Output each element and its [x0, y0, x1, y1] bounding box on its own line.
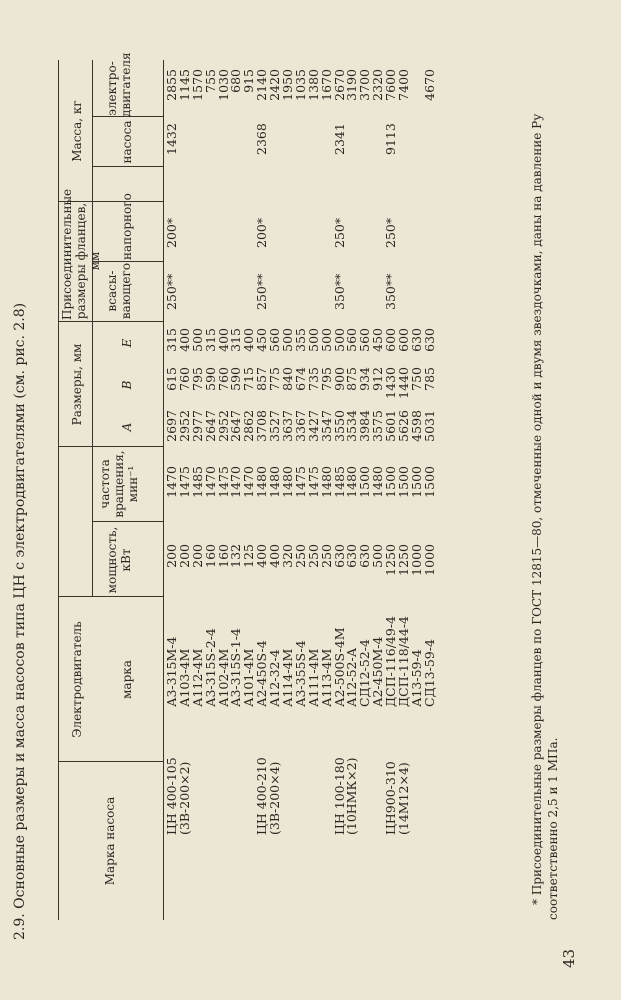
motor-mass: 2140 [254, 69, 270, 101]
motor-power: 500 [370, 544, 386, 568]
motor-mass: 1950 [280, 69, 296, 101]
footnote-line-1: * Присоединительные размеры фланцев по ГОСТ 12815—80, отмеченные одной и двумя звездочками, даны на давление Pу [530, 113, 544, 905]
motor-mass-column [166, 69, 437, 107]
motor-speed: 1475 [305, 466, 321, 498]
table-title: 2.9. Основные размеры и масса насосов типа ЦН с электродвигателями (см. рис. 2.8) [12, 302, 28, 940]
dim-b-value: 840 [280, 367, 296, 391]
suction-flange: 250** [254, 273, 270, 310]
motor-power: 200 [176, 544, 192, 568]
dim-b-value: 934 [357, 367, 373, 391]
suction-flange: 350** [331, 273, 347, 310]
suction-flange: 350** [383, 273, 399, 310]
motor-mass: 4670 [421, 69, 437, 101]
pump-brand: ЦН900-310 [383, 761, 399, 835]
dim-b-value: 785 [421, 367, 437, 391]
motor-brand: А103-4М [176, 648, 192, 707]
dim-e-value: 355 [292, 328, 308, 352]
footnote-line-2: соответственно 2,5 и 1 МПа. [546, 737, 560, 920]
dim-b-value: 795 [318, 367, 334, 391]
dim-e-value: 450 [254, 328, 270, 352]
dim-b-value: 900 [331, 367, 347, 391]
motor-brand: А3-315S-2-4 [202, 628, 218, 707]
dim-a-value: 3637 [280, 410, 296, 442]
header-pump-brand: Марка насоса [103, 796, 117, 886]
motor-power: 320 [280, 544, 296, 568]
motor-brand: А12-32-4 [267, 649, 283, 707]
motor-speed: 1480 [344, 466, 360, 498]
motor-speed: 1475 [215, 466, 231, 498]
dim-e-value: 315 [164, 328, 179, 352]
motor-mass: 1035 [292, 69, 308, 101]
motor-speed: 1470 [202, 466, 218, 498]
motor-mass: 2670 [331, 69, 347, 101]
motor-mass: 1380 [305, 69, 321, 101]
motor-power: 400 [267, 544, 283, 568]
motor-speed: 1500 [396, 466, 412, 498]
motor-brand: А2-450М-4 [370, 636, 386, 707]
motor-brand: А102-4М [215, 648, 231, 707]
motor-mass: 915 [241, 69, 257, 93]
pump-brand-column [166, 757, 411, 835]
motor-power: 630 [357, 544, 373, 568]
dim-e-value: 315 [228, 328, 244, 352]
dim-b-value: 715 [241, 367, 257, 391]
dim-e-value: 500 [280, 328, 296, 352]
motor-power: 160 [215, 544, 231, 568]
dim-a-value: 2647 [228, 410, 244, 442]
motor-brand: СД13-59-4 [421, 639, 437, 707]
dim-e-value: 560 [357, 328, 373, 352]
motor-mass: 1030 [215, 69, 231, 101]
dim-b-value: 674 [292, 367, 308, 391]
discharge-flange: 200* [254, 217, 270, 248]
dim-b-value: 875 [344, 367, 360, 391]
dim-e-value: 450 [370, 328, 386, 352]
motor-speed: 1470 [164, 466, 179, 498]
speed-column [166, 466, 437, 502]
dim-a-value: 2862 [241, 410, 257, 442]
dim-e-value: 560 [344, 328, 360, 352]
motor-power: 630 [331, 544, 347, 568]
dim-e-value: 500 [331, 328, 347, 352]
motor-power: 250 [305, 544, 321, 568]
motor-speed: 1480 [280, 466, 296, 498]
header-mass-motor: электро-двигателя [105, 52, 133, 117]
motor-power: 1250 [396, 544, 412, 576]
suction-flange-column [166, 274, 398, 310]
motor-speed: 1500 [383, 466, 399, 498]
dim-b-value: 590 [228, 367, 244, 391]
dim-a-value: 3984 [357, 410, 373, 442]
pump-model: (3В-200×4) [267, 761, 283, 835]
pump-brand: ЦН 100-180 [331, 757, 347, 835]
motor-mass: 680 [228, 69, 244, 93]
motor-speed: 1480 [267, 466, 283, 498]
dim-a-value: 3708 [254, 410, 270, 442]
header-speed: частота вращения, мин⁻¹ [98, 450, 140, 518]
motor-power: 400 [254, 544, 270, 568]
motor-power: 160 [202, 544, 218, 568]
dim-a-value: 3534 [344, 410, 360, 442]
pump-model: (14М12×4) [396, 762, 412, 835]
header-motor: Электродвигатель [70, 621, 84, 738]
dim-e-value: 500 [305, 328, 321, 352]
motor-brand: А3-315М-4 [164, 636, 179, 707]
motor-power: 1000 [408, 544, 424, 576]
motor-mass: 3190 [344, 69, 360, 101]
motor-brand: А12-52-А [344, 647, 360, 707]
power-column [166, 544, 437, 580]
motor-speed: 1485 [189, 466, 205, 498]
dim-a-column [166, 410, 437, 446]
dim-b-value: 775 [267, 367, 283, 391]
dim-a-value: 2977 [189, 410, 205, 442]
dim-b-value: 1430 [383, 367, 399, 399]
motor-speed: 1470 [241, 466, 257, 498]
dim-b-value: 912 [370, 367, 386, 391]
motor-speed: 1470 [228, 466, 244, 498]
suction-flange: 250** [164, 273, 179, 310]
motor-mass: 2420 [267, 69, 283, 101]
page-number: 43 [560, 948, 578, 968]
motor-brand: А2-500S-4М [331, 627, 347, 707]
header-dim-a: A [120, 422, 134, 432]
header-mass: Масса, кг [70, 100, 84, 162]
motor-mass: 7400 [396, 69, 412, 101]
dim-e-value: 630 [408, 328, 424, 352]
dim-a-value: 3427 [305, 410, 321, 442]
motor-mass: 1670 [318, 69, 334, 101]
motor-power: 200 [164, 544, 179, 568]
pump-mass: 9113 [383, 123, 399, 155]
dim-a-value: 2647 [202, 410, 218, 442]
motor-power: 250 [292, 544, 308, 568]
header-motor-brand: марка [120, 660, 134, 699]
motor-mass: 1145 [176, 69, 192, 101]
pump-mass: 2368 [254, 123, 270, 155]
motor-brand-column [166, 616, 437, 707]
dim-e-column [166, 328, 437, 358]
motor-brand: А2-450S-4 [254, 640, 270, 707]
motor-speed: 1480 [254, 466, 270, 498]
motor-power: 200 [189, 544, 205, 568]
dim-a-value: 2697 [164, 410, 179, 442]
motor-mass: 2855 [164, 69, 179, 101]
motor-brand: А112-4М [189, 648, 205, 707]
motor-speed: 1480 [318, 466, 334, 498]
dim-b-column [166, 367, 437, 403]
motor-mass: 755 [202, 69, 218, 93]
dim-b-value: 760 [215, 367, 231, 391]
dim-e-value: 500 [189, 328, 205, 352]
discharge-flange-column [166, 218, 398, 248]
motor-brand: А3-315S-1-4 [228, 628, 244, 707]
dim-a-value: 3367 [292, 410, 308, 442]
dim-e-value: 500 [318, 328, 334, 352]
motor-brand: А13-59-4 [408, 649, 424, 707]
dim-a-value: 2952 [215, 410, 231, 442]
motor-speed: 1475 [176, 466, 192, 498]
dim-b-value: 760 [176, 367, 192, 391]
discharge-flange: 250* [331, 217, 347, 248]
motor-speed: 1500 [357, 466, 373, 498]
pump-model: (3В-200×2) [176, 761, 192, 835]
motor-brand: А113-4М [318, 648, 334, 707]
motor-power: 1250 [383, 544, 399, 576]
pump-mass: 1432 [164, 123, 179, 155]
motor-brand: А3-355S-4 [292, 640, 308, 707]
motor-power: 125 [241, 544, 257, 568]
motor-mass: 1570 [189, 69, 205, 101]
dim-e-value: 630 [421, 328, 437, 352]
motor-speed: 1500 [421, 466, 437, 498]
dim-b-value: 795 [189, 367, 205, 391]
pump-mass-column [166, 123, 398, 155]
dim-a-value: 4598 [408, 410, 424, 442]
dim-b-value: 590 [202, 367, 218, 391]
dim-a-value: 5626 [396, 410, 412, 442]
pump-brand: ЦН 400-105 [164, 757, 179, 835]
dim-e-value: 400 [215, 328, 231, 352]
dim-b-value: 750 [408, 367, 424, 391]
motor-mass: 2320 [370, 69, 386, 101]
pump-brand: ЦН 400-210 [254, 757, 270, 835]
dim-b-value: 857 [254, 367, 270, 391]
motor-power: 132 [228, 544, 244, 568]
dim-a-value: 3527 [267, 410, 283, 442]
dim-b-value: 1440 [396, 367, 412, 399]
dim-a-value: 3575 [370, 410, 386, 442]
header-dim-e: E [120, 338, 134, 348]
motor-mass: 7600 [383, 69, 399, 101]
motor-speed: 1480 [370, 466, 386, 498]
header-dimensions: Размеры, мм [70, 343, 84, 426]
table-top-rule [58, 60, 59, 920]
motor-mass: 3700 [357, 69, 373, 101]
motor-brand: А111-4М [305, 648, 321, 707]
dim-a-value: 3547 [318, 410, 334, 442]
motor-brand: СД12-52-4 [357, 639, 373, 707]
header-mass-pump: насоса [120, 120, 134, 164]
dim-a-value: 2952 [176, 410, 192, 442]
motor-brand: А114-4М [280, 648, 296, 707]
motor-speed: 1475 [292, 466, 308, 498]
pump-model: (10НМК×2) [344, 757, 360, 835]
dim-e-value: 400 [241, 328, 257, 352]
dim-e-value: 315 [202, 328, 218, 352]
pump-mass: 2341 [331, 123, 347, 155]
header-power: мощность, кВт [105, 526, 133, 594]
dim-b-value: 615 [164, 367, 179, 391]
motor-power: 630 [344, 544, 360, 568]
dim-a-value: 5031 [421, 410, 437, 442]
dim-e-value: 400 [176, 328, 192, 352]
dim-b-value: 735 [305, 367, 321, 391]
motor-brand: ДСП-116/49-4 [383, 615, 399, 707]
header-suction: всасы-вающего [105, 262, 133, 320]
motor-brand: ДСП-118/44-4 [396, 615, 412, 707]
motor-power: 250 [318, 544, 334, 568]
dim-e-value: 560 [267, 328, 283, 352]
discharge-flange: 250* [383, 217, 399, 248]
dim-a-value: 5601 [383, 410, 399, 442]
header-discharge: напорного [120, 193, 134, 260]
motor-speed: 1500 [408, 466, 424, 498]
discharge-flange: 200* [164, 217, 179, 248]
motor-speed: 1485 [331, 466, 347, 498]
dim-a-value: 3550 [331, 410, 347, 442]
motor-power: 1000 [421, 544, 437, 576]
header-flanges: Присоединительные размеры фланцев, мм [60, 188, 102, 320]
header-dim-b: B [120, 380, 134, 390]
motor-brand: А101-4М [241, 648, 257, 707]
dim-e-value: 600 [396, 328, 412, 352]
dim-e-value: 600 [383, 328, 399, 352]
